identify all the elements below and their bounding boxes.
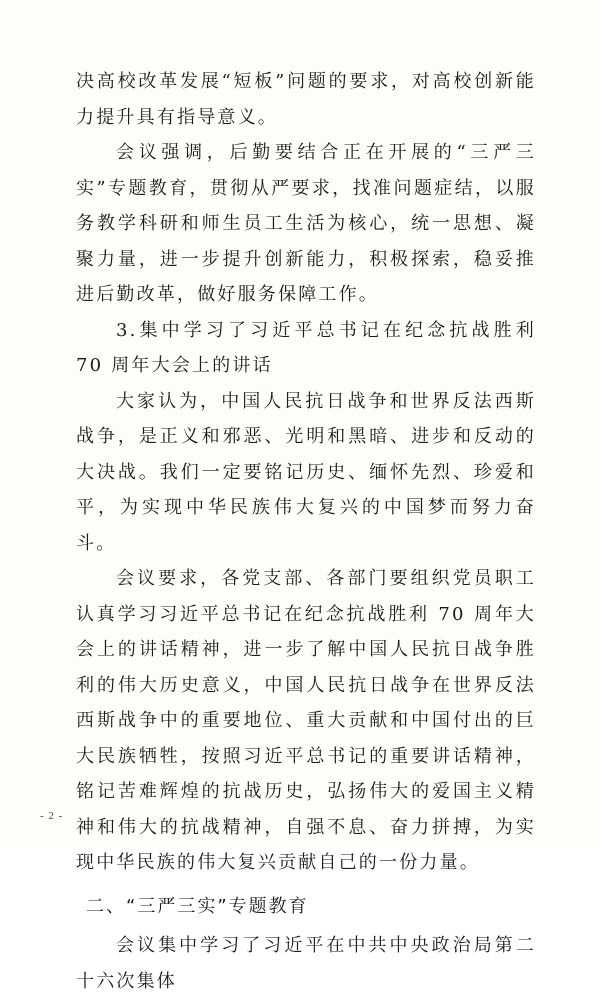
paragraph-continuation: 决高校改革发展“短板”问题的要求，对高校创新能力提升具有指导意义。: [76, 71, 536, 128]
paragraph-section-two-start: 会议集中学习了习近平在中共中央政治局第二十六次集体: [76, 935, 536, 992]
paragraph-meeting-requirements: 会议要求，各党支部、各部门要组织党员职工认真学习习近平总书记在纪念抗战胜利 70 周年大会上的讲话精神，进一步了解中国人民抗日战争胜利的伟大历史意义，中国人民抗日战争在世界反法西斯战争中的重要地位、重大贡献和中国付出的巨大民族牺牲，按照习近平总书记的重要讲话精神，铭记苦难辉煌的抗战历史，弘扬伟大的爱国主义精神和伟大的抗战精神，自强不息、奋力拼搏，为实现中华民族的伟大复兴贡献自己的一份力量。: [76, 568, 536, 873]
page-number: - 2 -: [40, 810, 64, 822]
paragraph-consensus: 大家认为，中国人民抗日战争和世界反法西斯战争，是正义和邪恶、光明和黑暗、进步和反动的大决战。我们一定要铭记历史、缅怀先烈、珍爱和平，为实现中华民族伟大复兴的中国梦而努力奋斗。: [76, 390, 536, 554]
section-heading: 二、“三严三实”专题教育: [86, 895, 309, 917]
paragraph-item-3-title: 3.集中学习了习近平总书记在纪念抗战胜利 70 周年大会上的讲话: [76, 319, 536, 376]
paragraph-meeting-emphasis: 会议强调，后勤要结合正在开展的“三严三实”专题教育，贯彻从严要求，找准问题症结，以服务教学科研和师生员工生活为核心，统一思想、凝聚力量，进一步提升创新能力，积极探索，稳妥推进后勤改革，做好服务保障工作。: [76, 142, 536, 305]
document-body: [76, 64, 536, 999]
